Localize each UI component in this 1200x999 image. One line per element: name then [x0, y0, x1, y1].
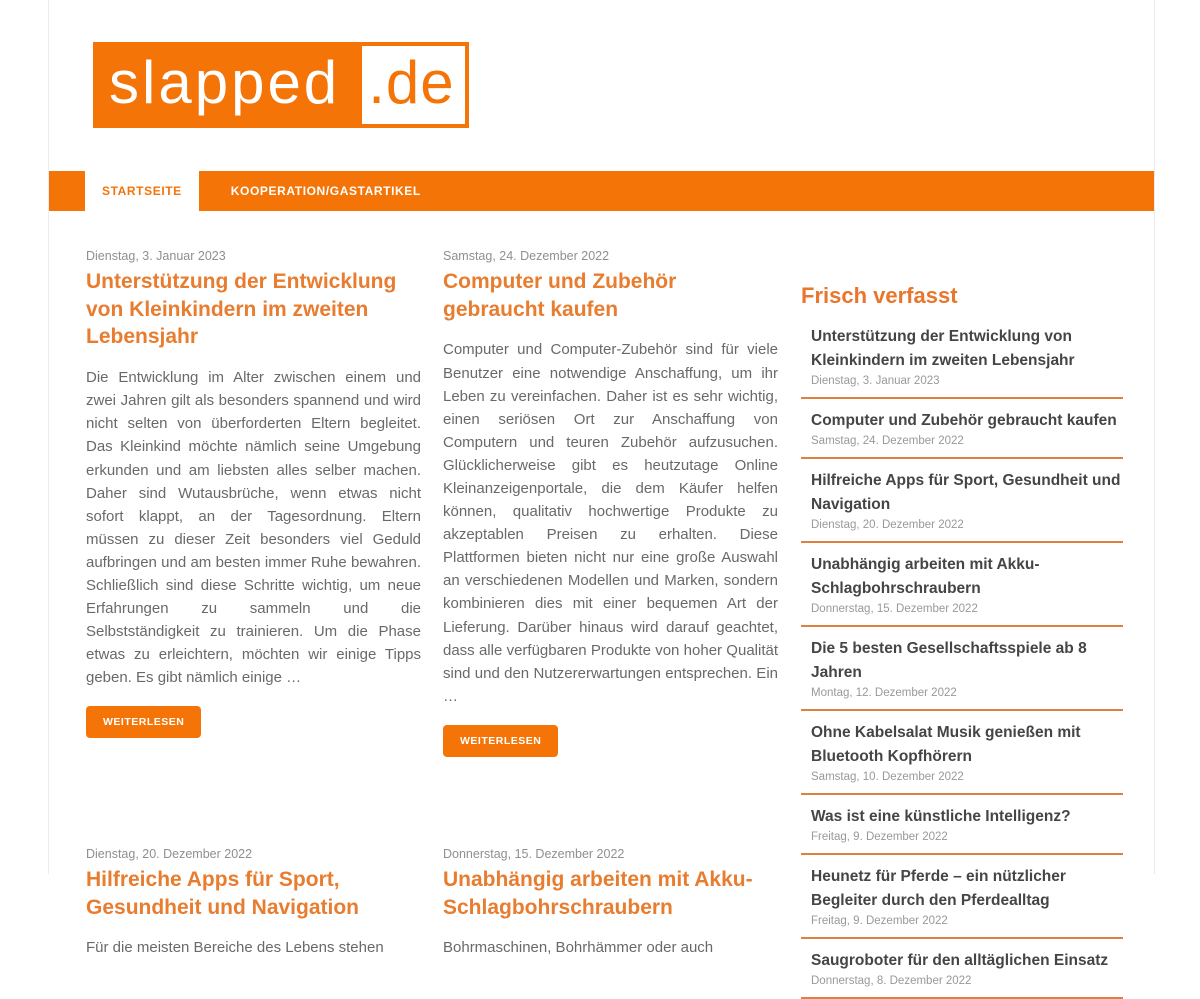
sidebar-post-link[interactable]: Saugroboter für den alltäglichen Einsatz — [811, 952, 1109, 970]
sidebar-post-date: Samstag, 24. Dezember 2022 — [811, 435, 964, 448]
nav-item-kooperation-gastartikel[interactable]: KOOPERATION/GASTARTIKEL — [230, 184, 421, 198]
content-area — [49, 211, 1154, 999]
list-item — [801, 627, 1123, 711]
logo-suffix-text: .de — [358, 42, 468, 128]
post-title-link[interactable]: Hilfreiche Apps für Sport, Gesundheit und Navigation — [86, 867, 360, 919]
logo-main-text: slapped — [93, 42, 358, 128]
recent-posts-sidebar — [801, 249, 1123, 999]
sidebar-post-date: Freitag, 9. Dezember 2022 — [811, 831, 948, 844]
sidebar-post-link[interactable]: Die 5 besten Gesellschaftsspiele ab 8 Jahren — [811, 640, 1087, 682]
list-item — [801, 315, 1123, 399]
post-title-link[interactable]: Unabhängig arbeiten mit Akku-Schlagbohrschraubern — [443, 867, 753, 919]
post-excerpt: Die Entwicklung im Alter zwischen einem und zwei Jahren gilt als besonders spannend und wird nicht selten von überforderten Eltern begleitet. Das Kleinkind möchte nämlich seine Umgebung erkunden und am liebsten alles selber machen. Daher sind Wutausbrüche, wenn etwas nicht sofort klappt, an der Tagesordnung. Eltern müssen zu dieser Zeit besonders viel Geduld aufbringen und am besten immer Ruhe bewahren. Schließlich sind diese Schritte wichtig, um neue Erfahrungen zu sammeln und die Selbstständigkeit zu trainieren. Um die Phase etwas zu erleichtern, möchten wir einige Tipps geben. Es gibt nämlich einige … — [86, 369, 421, 687]
post-3 — [86, 847, 421, 999]
sidebar-post-date: Donnerstag, 8. Dezember 2022 — [811, 975, 972, 988]
sidebar-post-date: Donnerstag, 15. Dezember 2022 — [811, 603, 978, 616]
post-excerpt: Bohrmaschinen, Bohrhämmer oder auch — [443, 939, 714, 957]
sidebar-post-date: Dienstag, 3. Januar 2023 — [811, 375, 940, 388]
post-excerpt: Computer und Computer-Zubehör sind für viele Benutzer eine notwendige Anschaffung, um ihr Leben zu vereinfachen. Daher ist es sehr wichtig, einen seriösen Ort zur Anschaffung von Computern und teuren Zubehör aufzusuchen. Glücklicherweise gibt es heutzutage Online Kleinanzeigenportale, die dem Käufer helfen können, qualitativ hochwertige Produkte zu akzeptablen Preisen zu erhalten. Diese Plattformen bieten nicht nur eine große Auswahl an verschiedenen Modellen und Marken, sondern kombinieren dies mit einer bequemen Art der Lieferung. Darüber hinaus wird darauf geachtet, dass alle verfügbaren Produkte von hoher Qualität sind und den Nutzererwartungen entsprechen. Ein … — [443, 341, 778, 705]
list-item — [801, 855, 1123, 939]
list-item — [801, 399, 1123, 459]
sidebar-post-date: Freitag, 9. Dezember 2022 — [811, 915, 948, 928]
post-date: Dienstag, 3. Januar 2023 — [86, 249, 226, 263]
list-item — [801, 711, 1123, 795]
sidebar-post-link[interactable]: Unabhängig arbeiten mit Akku-Schlagbohrschraubern — [811, 556, 1040, 598]
nav-spacer — [49, 171, 85, 211]
post-date: Donnerstag, 15. Dezember 2022 — [443, 846, 625, 861]
sidebar-post-date: Dienstag, 20. Dezember 2022 — [811, 519, 964, 532]
sidebar-post-link[interactable]: Ohne Kabelsalat Musik genießen mit Bluetooth Kopfhörern — [811, 724, 1081, 766]
post-4 — [443, 847, 778, 999]
post-date: Samstag, 24. Dezember 2022 — [443, 249, 610, 263]
list-item — [801, 795, 1123, 855]
post-date: Dienstag, 20. Dezember 2022 — [86, 846, 253, 861]
post-excerpt: Für die meisten Bereiche des Lebens stehen — [86, 939, 384, 957]
sidebar-post-date: Samstag, 10. Dezember 2022 — [811, 771, 964, 784]
page-container — [48, 0, 1155, 988]
sidebar-post-link[interactable]: Hilfreiche Apps für Sport, Gesundheit und Navigation — [811, 472, 1121, 514]
main-nav — [49, 171, 1154, 211]
site-logo[interactable] — [93, 42, 469, 128]
list-item — [801, 939, 1123, 999]
sidebar-post-link[interactable]: Was ist eine künstliche Intelligenz? — [811, 808, 1071, 826]
post-title-link[interactable]: Unterstützung der Entwicklung von Kleinkindern im zweiten Lebensjahr — [86, 270, 397, 349]
list-item — [801, 543, 1123, 627]
post-1 — [86, 249, 421, 797]
post-2 — [443, 249, 778, 797]
nav-item-startseite[interactable]: STARTSEITE — [85, 171, 199, 211]
sidebar-post-link[interactable]: Heunetz für Pferde – ein nützlicher Begleiter durch den Pferdealltag — [811, 868, 1066, 910]
list-item — [801, 459, 1123, 543]
weiterlesen-button[interactable]: WEITERLESEN — [443, 725, 558, 757]
sidebar-heading: Frisch verfasst — [801, 283, 958, 308]
post-title-link[interactable]: Computer und Zubehör gebraucht kaufen — [443, 270, 677, 321]
sidebar-post-link[interactable]: Computer und Zubehör gebraucht kaufen — [811, 412, 1117, 430]
site-header — [49, 0, 1154, 128]
sidebar-post-link[interactable]: Unterstützung der Entwicklung von Kleinkindern im zweiten Lebensjahr — [811, 328, 1075, 370]
weiterlesen-button[interactable]: WEITERLESEN — [86, 706, 201, 738]
sidebar-post-date: Montag, 12. Dezember 2022 — [811, 687, 957, 700]
